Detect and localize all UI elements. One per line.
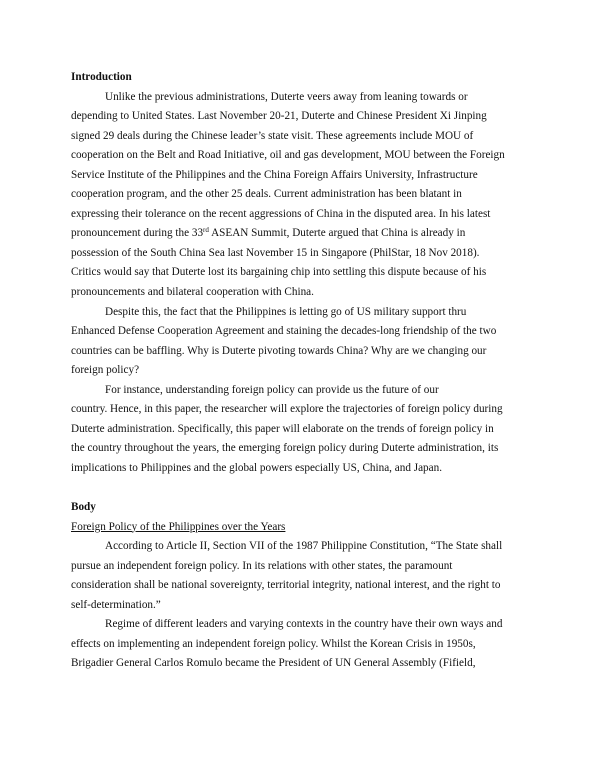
intro-p1-line-11: pronouncements and bilateral cooperation with China.	[71, 286, 314, 299]
intro-p2-line-1: Despite this, the fact that the Philippines is letting go of US military support thru	[105, 305, 467, 318]
intro-p3-line-1: For instance, understanding foreign policy can provide us the future of our	[105, 383, 439, 396]
section-subheading: Foreign Policy of the Philippines over the Years	[71, 520, 286, 533]
intro-p2-line-3: countries can be baffling. Why is Duterte pivoting towards China? Why are we changing our	[71, 344, 487, 357]
intro-p1-line-8-start: pronouncement during the 33	[71, 227, 204, 240]
ordinal-superscript: rd	[203, 226, 209, 235]
intro-p3-line-4: the country throughout the years, the emerging foreign policy during Duterte administration, its	[71, 442, 499, 455]
intro-p3-line-2: country. Hence, in this paper, the researcher will explore the trajectories of foreign policy during	[71, 403, 503, 416]
body-p1-line-2: pursue an independent foreign policy. In its relations with other states, the paramount	[71, 559, 453, 572]
introduction-heading: Introduction	[71, 71, 132, 83]
intro-p1-line-5: Service Institute of the Philippines and the China Foreign Affairs University, Infrastructure	[71, 168, 478, 181]
body-p2-line-1: Regime of different leaders and varying contexts in the country have their own ways and	[105, 618, 503, 631]
body-p2-line-2: effects on implementing an independent foreign policy. Whilst the Korean Crisis in 1950s,	[71, 637, 476, 650]
intro-p1-line-10: Critics would say that Duterte lost its bargaining chip into settling this dispute because of his	[71, 266, 487, 279]
body-heading: Body	[71, 501, 96, 514]
intro-p2-line-4: foreign policy?	[71, 364, 140, 377]
intro-p1-line-8	[71, 224, 531, 244]
body-p2-line-3: Brigadier General Carlos Romulo became the President of UN General Assembly (Fifield,	[71, 657, 476, 670]
section-spacer	[71, 478, 531, 498]
intro-p1-line-1: Unlike the previous administrations, Duterte veers away from leaning towards or	[105, 90, 468, 103]
intro-p1-line-8-end: ASEAN Summit, Duterte argued that China is already in	[208, 227, 466, 240]
intro-p1-line-4: cooperation on the Belt and Road Initiative, oil and gas development, MOU between the Foreign	[71, 149, 505, 162]
body-p1-line-1: According to Article II, Section VII of the 1987 Philippine Constitution, “The State shall	[105, 540, 503, 553]
intro-p3-line-3: Duterte administration. Specifically, this paper will elaborate on the trends of foreign policy in	[71, 422, 494, 435]
intro-p1-line-9: possession of the South China Sea last November 15 in Singapore (PhilStar, 18 Nov 2018).	[71, 246, 480, 259]
intro-p3-line-5: implications to Philippines and the global powers especially US, China, and Japan.	[71, 461, 442, 474]
body-p1-line-3: consideration shall be national sovereignty, territorial integrity, national interest, and the right to	[71, 579, 501, 592]
intro-p2-line-2: Enhanced Defense Cooperation Agreement and staining the decades-long friendship of the two	[71, 325, 497, 338]
intro-p1-line-6: cooperation program, and the other 25 deals. Current administration has been blatant in	[71, 188, 462, 201]
intro-p1-line-3: signed 29 deals during the Chinese leader’s state visit. These agreements include MOU of	[71, 129, 474, 142]
intro-p1-line-7: expressing their tolerance on the recent aggressions of China in the disputed area. In his latest	[71, 207, 491, 220]
document-text	[71, 68, 531, 674]
intro-p1-line-2: depending to United States. Last November 20-21, Duterte and Chinese President Xi Jinping	[71, 110, 487, 123]
body-p1-line-4: self-determination.”	[71, 598, 161, 611]
